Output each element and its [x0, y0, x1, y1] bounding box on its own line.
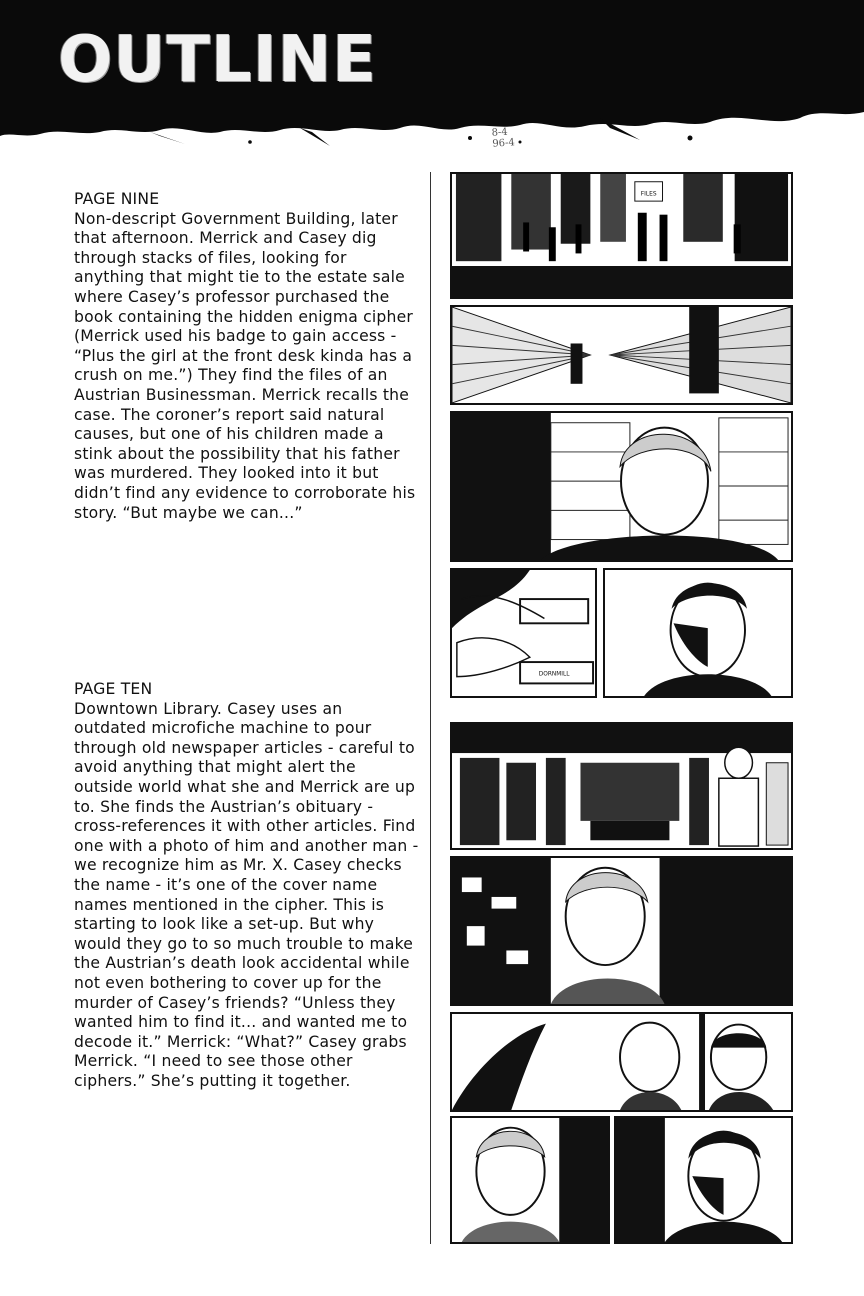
panel-casey-reaction — [450, 1116, 610, 1244]
panel-art — [452, 858, 791, 1004]
section-heading: PAGE NINE — [74, 190, 160, 208]
panel-hands-file — [450, 568, 597, 698]
panel-library — [450, 722, 793, 850]
panel-merrick-reaction — [614, 1116, 793, 1244]
header-banner — [0, 0, 864, 150]
section-body: Downtown Library. Casey uses an outdated microfiche machine to pour through old newspaper articles - careful to avoid anything that might alert the outside world what she and Merrick are up to. She finds the Austrian’s obituary - cross-references it with other articles. Find one with a photo of him and another man - we recognize him as Mr. X. Casey checks the name - it’s one of the cover name names mentioned in the cipher. This is starting to look like a set-up. But why would they go to so much trouble to make the Austrian’s death look accidental while not even bothering to cover up for the murder of Casey’s friends? “Unless they wanted him to find it... and wanted me to decode it.” Merrick: “What?” Casey grabs Merrick. “I need to see those other ciphers.” She’s putting it together. — [74, 699, 419, 1090]
section-heading: PAGE TEN — [74, 680, 153, 698]
panel-art — [452, 1118, 608, 1242]
panel-art — [452, 1014, 791, 1110]
panel-art — [616, 1118, 791, 1242]
section-page-nine — [74, 190, 419, 523]
panel-art — [452, 570, 595, 696]
panel-art — [452, 724, 791, 848]
panel-casey-microfiche — [450, 856, 793, 1006]
panel-file-stacks — [450, 305, 793, 405]
panel-art — [452, 307, 791, 403]
section-page-ten — [74, 680, 419, 1091]
panel-newspaper-photo — [450, 1012, 793, 1112]
column-divider — [430, 172, 431, 1244]
pencil-note: 8-4 96-4 — [491, 126, 516, 150]
panel-government-building — [450, 172, 793, 299]
section-body: Non-descript Government Building, later that afternoon. Merrick and Casey dig through stacks of files, looking for anything that might tie to the estate sale where Casey’s professor purchased the book containing the hidden enigma cipher (Merrick used his badge to gain access - “Plus the girl at the front desk kinda has a crush on me.”) They find the files of an Austrian Businessman. Merrick recalls the case. The coroner’s report said natural causes, but one of his children made a stink about the possibility that his father was murdered. They looked into it but didn’t find any evidence to corroborate his story. “But maybe we can...” — [74, 209, 416, 522]
panel-art — [452, 413, 791, 560]
sign-text: FILES — [640, 191, 657, 198]
panel-art — [605, 570, 791, 696]
panel-art — [452, 174, 791, 297]
page-title: OUTLINE — [58, 23, 377, 97]
file-label-text: DORNMILL — [538, 671, 570, 678]
panel-casey-files — [450, 411, 793, 562]
panel-merrick — [603, 568, 793, 698]
